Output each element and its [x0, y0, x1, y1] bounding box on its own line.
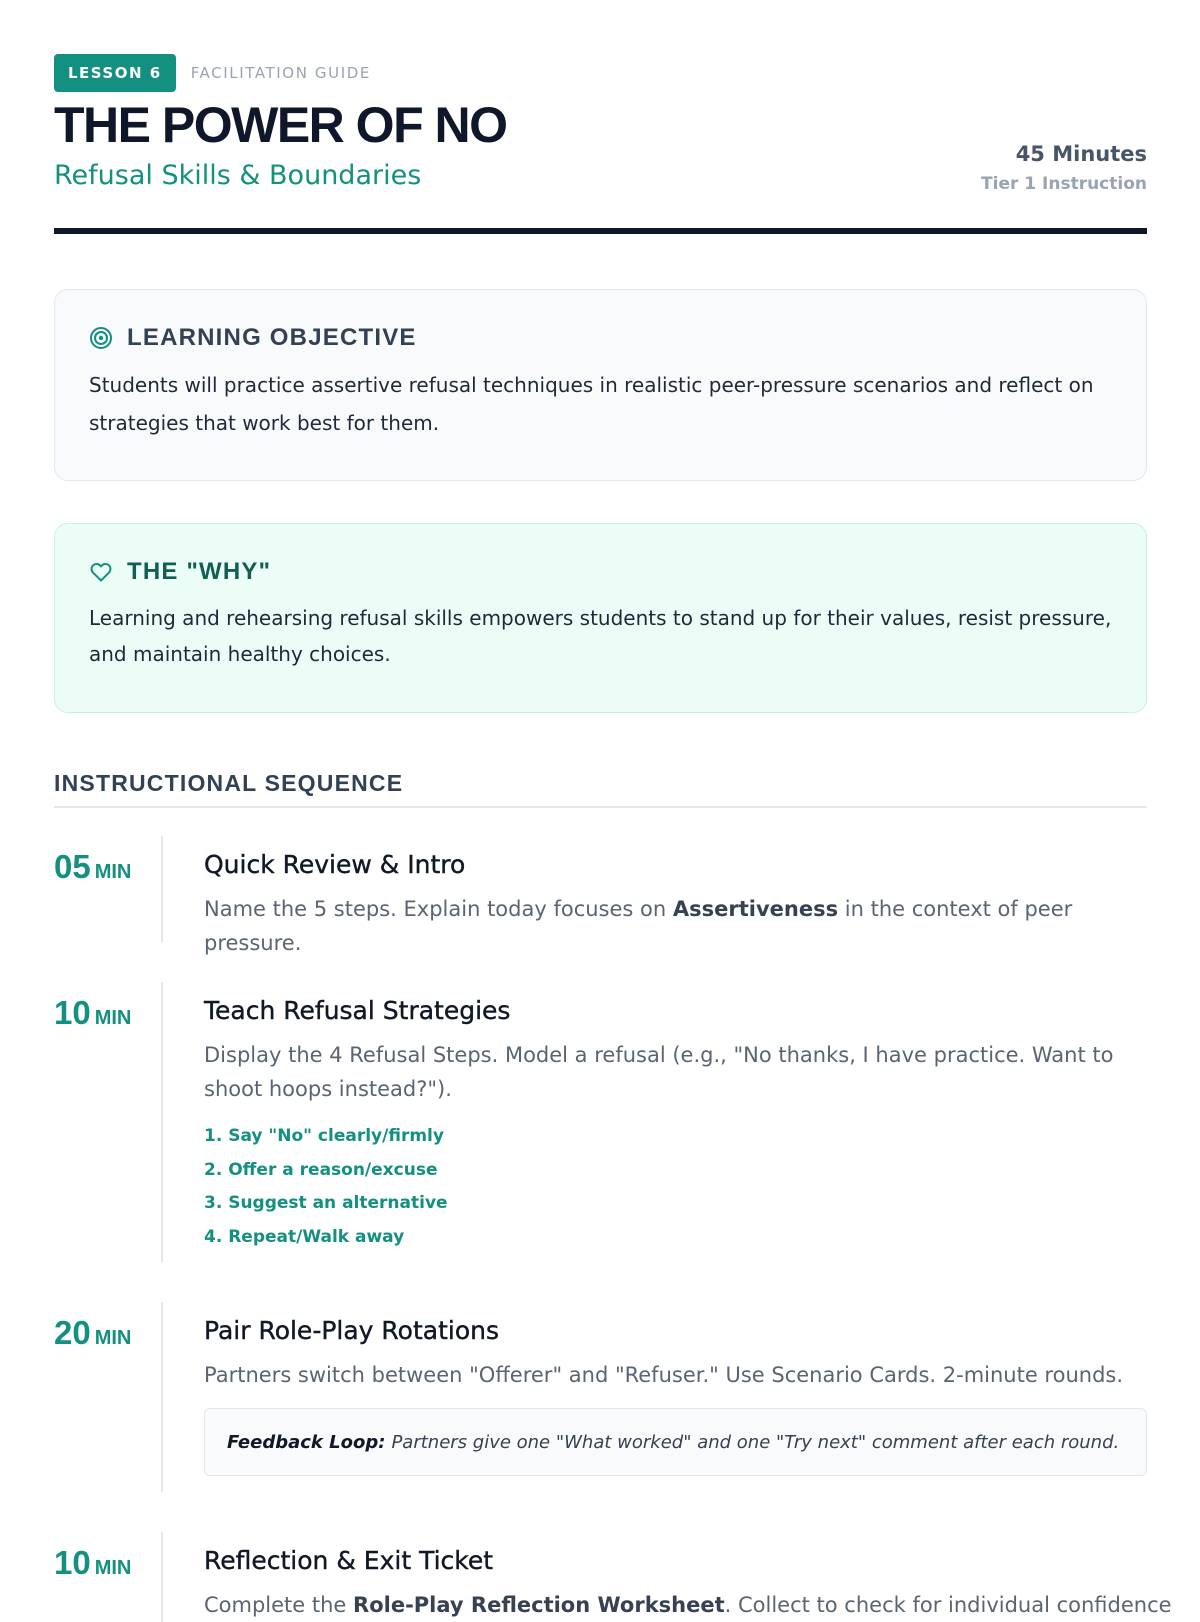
sequence-divider: [54, 806, 1147, 808]
heart-icon: [89, 560, 113, 584]
step-minutes: 20: [54, 1314, 91, 1351]
header-top: [54, 54, 371, 92]
list-item: 1. Say "No" clearly/firmly: [204, 1126, 444, 1146]
step-content: [204, 1314, 1147, 1476]
timeline-line: [161, 836, 163, 942]
list-item: 4. Repeat/Walk away: [204, 1226, 405, 1247]
page-title: THE POWER OF NO: [54, 97, 507, 153]
why-card: [54, 523, 1147, 713]
step-unit: MIN: [94, 1557, 132, 1579]
why-body: Learning and rehearsing refusal skills empowers students to stand up for their values, resist pressure, and maintain healthy choices.: [89, 606, 1112, 666]
sequence-step: [54, 836, 1147, 955]
step-minutes: 10: [54, 994, 91, 1031]
step-title: Quick Review & Intro: [204, 850, 466, 879]
step-desc-text: Name the 5 steps. Explain today focuses on: [204, 897, 673, 921]
header-divider: [54, 228, 1147, 234]
step-title: Reflection & Exit Ticket: [204, 1546, 494, 1575]
lesson-badge: LESSON 6: [54, 54, 176, 92]
step-content: [204, 1544, 1172, 1622]
timeline-line: [161, 982, 163, 1262]
learning-objective-card: [54, 289, 1147, 481]
sequence-step: [54, 982, 1147, 1262]
sequence-step: [54, 1532, 1172, 1622]
step-duration: [54, 1544, 131, 1582]
step-unit: MIN: [94, 861, 132, 883]
page-subtitle: Refusal Skills & Boundaries: [54, 160, 422, 191]
list-item: 3. Suggest an alternative: [204, 1193, 448, 1213]
step-duration: [54, 1314, 131, 1352]
why-header: [89, 558, 1112, 586]
sequence-heading: INSTRUCTIONAL SEQUENCE: [54, 770, 404, 796]
feedback-label: Feedback Loop:: [227, 1431, 386, 1453]
step-description: Partners switch between "Offerer" and "Refuser." Use Scenario Cards. 2-minute rounds.: [204, 1363, 1124, 1387]
step-desc-emphasis: Assertiveness: [672, 897, 839, 921]
feedback-loop-callout: [204, 1408, 1147, 1476]
timeline-line: [161, 1302, 163, 1492]
step-duration: [54, 994, 131, 1032]
step-title: Teach Refusal Strategies: [204, 996, 511, 1025]
objective-header: [89, 324, 1112, 352]
step-desc-text: Complete the: [204, 1593, 354, 1617]
step-duration: [54, 848, 131, 886]
step-minutes: 10: [54, 1544, 91, 1581]
target-icon: [89, 326, 113, 350]
step-desc-emphasis: Role-Play Reflection Worksheet: [353, 1593, 725, 1617]
list-item: 2. Offer a reason/excuse: [204, 1159, 438, 1180]
lesson-duration: 45 Minutes: [1015, 142, 1147, 166]
objective-body: Students will practice assertive refusal techniques in realistic peer-pressure scenarios and reflect on strategies that work best for them.: [89, 373, 1094, 435]
step-unit: MIN: [94, 1327, 132, 1349]
step-description: [204, 1588, 1172, 1622]
step-description: [204, 892, 1147, 960]
guide-label: FACILITATION GUIDE: [190, 64, 371, 82]
lesson-meta: [981, 142, 1147, 194]
step-minutes: 05: [54, 848, 91, 885]
step-desc-text: . Collect to check for individual confidence: [724, 1593, 1172, 1617]
step-desc-text: in the context of peer pressure.: [204, 897, 1073, 955]
sequence-step: [54, 1302, 1147, 1492]
timeline-line: [161, 1532, 163, 1622]
objective-title: LEARNING OBJECTIVE: [127, 324, 417, 351]
step-description: Display the 4 Refusal Steps. Model a refusal (e.g., "No thanks, I have practice. Want to shoot hoops instead?").: [204, 1043, 1114, 1101]
refusal-steps-list: [204, 1120, 1147, 1254]
step-unit: MIN: [94, 1007, 132, 1029]
step-content: [204, 848, 1147, 960]
why-title: THE "WHY": [127, 558, 272, 585]
lesson-tier: Tier 1 Instruction: [981, 174, 1147, 194]
feedback-text: Partners give one "What worked" and one "Try next" comment after each round.: [391, 1431, 1120, 1453]
step-title: Pair Role-Play Rotations: [204, 1316, 499, 1345]
step-content: [204, 994, 1147, 1254]
